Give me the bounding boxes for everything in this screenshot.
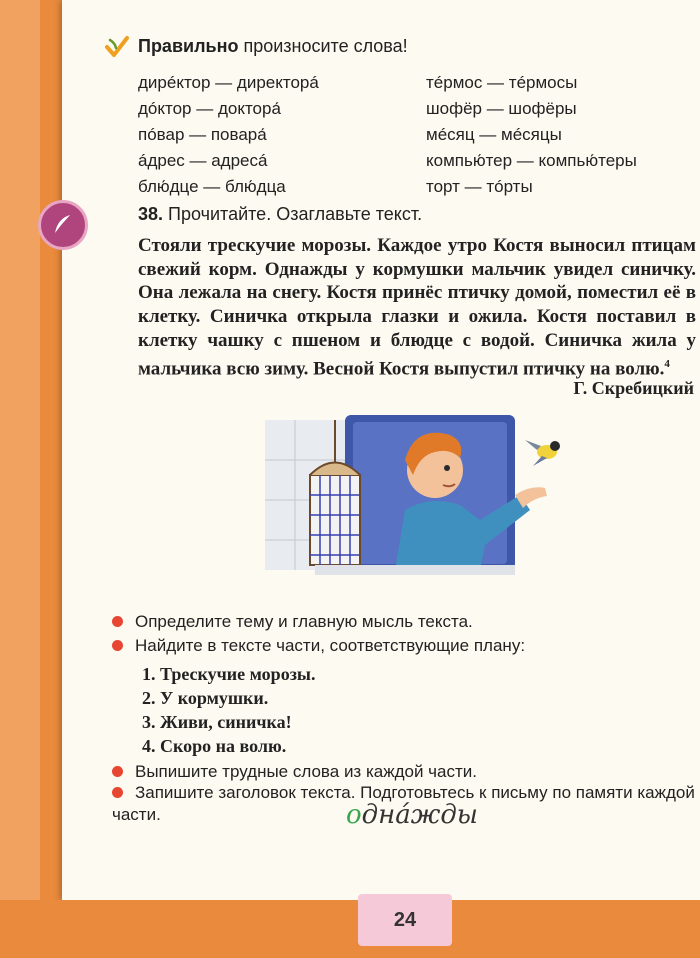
word-list-left — [138, 70, 319, 200]
plan-list — [142, 662, 315, 758]
bullet-icon — [112, 640, 123, 651]
word-pair: компью́тер — компью́теры — [426, 151, 637, 170]
word-pair: блю́дце — блю́дца — [138, 177, 286, 196]
author: Г. Скребицкий — [573, 378, 694, 398]
word-pair: пóвар — повара́ — [138, 125, 267, 144]
task-item: Найдите в тексте части, соответствующие плану: — [112, 636, 525, 656]
word-pair: шофёр — шофёры — [426, 99, 577, 118]
bullet-icon — [112, 616, 123, 627]
cursive-word: однáжды — [346, 800, 478, 830]
word-pair: мéсяц — мéсяцы — [426, 125, 562, 144]
task-item: Выпишите трудные слова из каждой части. — [112, 762, 477, 782]
plan-item: 4. Скоро на волю. — [142, 736, 287, 756]
bullet-icon — [112, 787, 123, 798]
word-pair: дирéктор — директорá — [138, 73, 319, 92]
checkmark-icon — [104, 34, 130, 60]
page-number: 24 — [358, 894, 452, 946]
task-item: Запишите заголовок текста. Подготовьтесь к письму по памяти каждой части. — [112, 783, 695, 824]
word-pair: áдрес — адресá — [138, 151, 268, 170]
bullet-icon — [112, 766, 123, 777]
plan-item: 1. Трескучие морозы. — [142, 664, 316, 684]
exercise-header: 38. Прочитайте. Озаглавьте текст. — [138, 204, 423, 224]
plan-item: 2. У кормушки. — [142, 688, 269, 708]
boy-releasing-bird-illustration — [255, 400, 565, 590]
word-list-right — [426, 70, 637, 200]
word-pair: торт — тóрты — [426, 177, 533, 196]
quill-icon — [38, 200, 88, 250]
task-item: Определите тему и главную мысль текста. — [112, 612, 473, 632]
story-text: Стояли трескучие морозы. Каждое утро Костя выносил птицам свежий корм. Однажды у кормушки мальчик увидел синичку. Она лежала на снегу. Костя принёс птичку домой, поместил её в клетку. Синичка открыла глазки и ожила. Костя поставил в клетку чашку с пшеном и блюдце с водой. Синичка жила у мальчика всю зиму. Весной Костя выпустил птичку на волю.$^4$ — [138, 235, 696, 379]
word-pair: дóктор — доктора́ — [138, 99, 281, 118]
plan-item: 3. Живи, синичка! — [142, 712, 292, 732]
book-edge — [0, 0, 40, 958]
bottom-band — [0, 900, 700, 958]
word-pair: тéрмос — тéрмосы — [426, 73, 578, 92]
tip-title: Правильно произносите слова! — [138, 36, 408, 56]
footnote-marker: 4 — [664, 357, 670, 370]
